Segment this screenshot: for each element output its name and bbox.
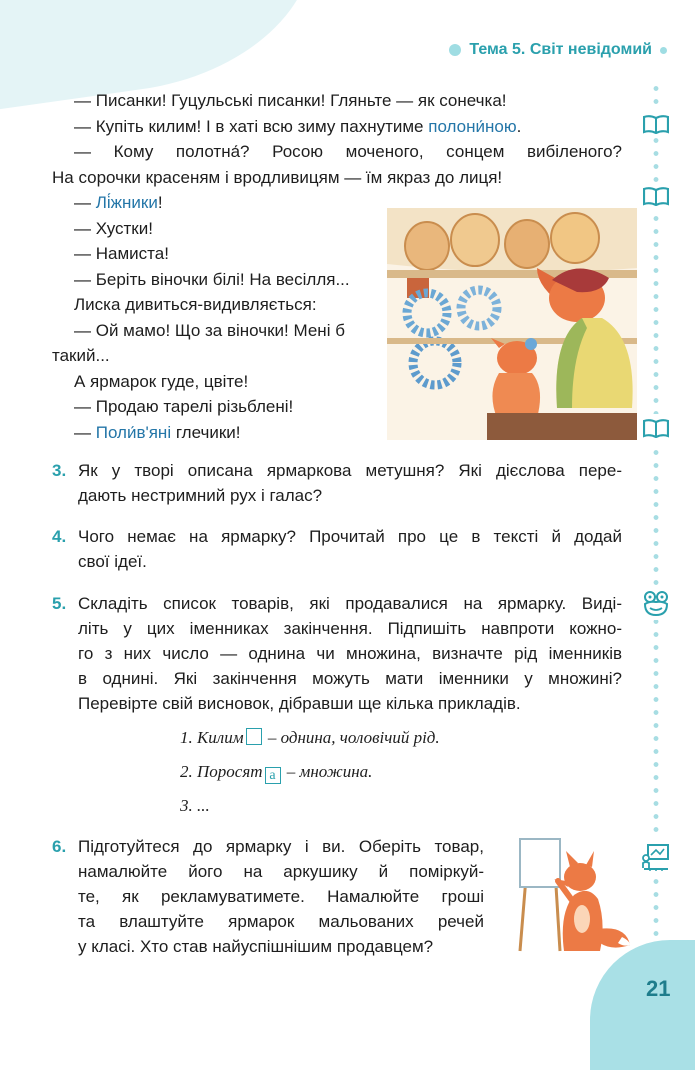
task-number: 6. (52, 837, 67, 856)
book-icon (641, 414, 671, 442)
highlighted-word: полони́ною (428, 116, 517, 136)
book-icon (641, 110, 671, 138)
examples-list (180, 728, 440, 830)
task-line: та влаштуйте ярмарок мальованих речей (78, 912, 484, 931)
poem-line: — Купіть килим! І в хаті всю зиму пахнутиме полони́ною. (74, 116, 522, 136)
poem-line: — Намиста! (74, 244, 169, 263)
fox-easel-illustration (514, 833, 634, 953)
poem-line: А ярмарок гуде, цвіте! (74, 371, 249, 391)
dotted-margin-line (653, 82, 659, 957)
task-line: те, як рекламуватимете. Намалюйте гроші (78, 887, 484, 906)
poem-line: — Беріть віночки білі! На весілля... (74, 269, 350, 289)
task-4 (52, 524, 622, 574)
header-dot-icon (449, 44, 461, 56)
header-dot-icon (660, 47, 667, 54)
ending-box (246, 728, 262, 745)
poem-line: — Хустки! (74, 218, 153, 238)
task-line: свої ідеї. (78, 552, 147, 571)
task-6 (52, 834, 484, 959)
poem-line: — Кому полотна́? Росою моченого, сонцем вибіленого? (74, 142, 622, 161)
task-line: го з них число — однина чи множина, визначте рід іменників (78, 644, 622, 663)
highlighted-word: Лі́жники (95, 193, 158, 212)
poem-line: — Ой мамо! Що за віночки! Мені б (74, 320, 345, 340)
task-3 (52, 458, 622, 508)
task-line: Чого немає на ярмарку? Прочитай про це в тексті й додай (78, 527, 622, 546)
task-line: дають нестримний рух і галас? (78, 486, 323, 505)
book-icon (641, 182, 671, 210)
page-number-badge (590, 940, 695, 1070)
task-5 (52, 591, 622, 716)
example-line: 2. Поросят а – множина. (180, 762, 373, 783)
task-line: в однині. Які закінчення можуть мати іменники у множині? (78, 669, 622, 688)
task-line: Підготуйтеся до ярмарку і ви. Оберіть товар, (78, 837, 484, 856)
task-number: 3. (52, 461, 67, 480)
poem-line: — Продаю тарелі різьблені! (74, 397, 294, 416)
task-line: Перевірте свій висновок, дібравши ще кілька прикладів. (78, 694, 521, 713)
task-line: намалюйте його на аркушику й поміркуй- (78, 862, 484, 881)
task-number: 4. (52, 527, 67, 546)
topic-header (449, 38, 667, 62)
page-number: 21 (646, 976, 671, 1001)
highlighted-word: Поли́в'яні (95, 422, 172, 442)
frog-icon (641, 588, 671, 620)
task-line: літь у цих іменниках закінчення. Підпишіть навпроти кожно- (78, 619, 622, 638)
task-line: у класі. Хто став найуспішнішим продавцем? (78, 937, 434, 956)
poem-line: — Лі́жники! (74, 193, 163, 212)
task-line: Як у творі описана ярмаркова метушня? Які дієслова пере- (78, 461, 622, 480)
example-line: 3. ... (180, 796, 210, 815)
poem-line: Лиска дивиться-видивляється: (74, 295, 317, 314)
task-number: 5. (52, 594, 67, 613)
topic-title: Тема 5. Світ невідомий (469, 41, 652, 58)
fair-illustration (387, 208, 637, 440)
poem-line: — Поли́в'яні глечики! (74, 422, 241, 442)
ending-box: а (265, 767, 281, 784)
poem-line: — Писанки! Гуцульські писанки! Гляньте — як сонечка! (74, 91, 507, 110)
task-line: Складіть список товарів, які продавалися на ярмарку. Виді- (78, 594, 622, 613)
poem-line: такий... (52, 346, 110, 365)
poem-line: На сорочки красеням і вродливицям — їм якраз до лиця! (52, 167, 503, 187)
easel-icon (641, 840, 671, 874)
example-line: 1. Килим – однина, чоловічий рід. (180, 728, 440, 747)
